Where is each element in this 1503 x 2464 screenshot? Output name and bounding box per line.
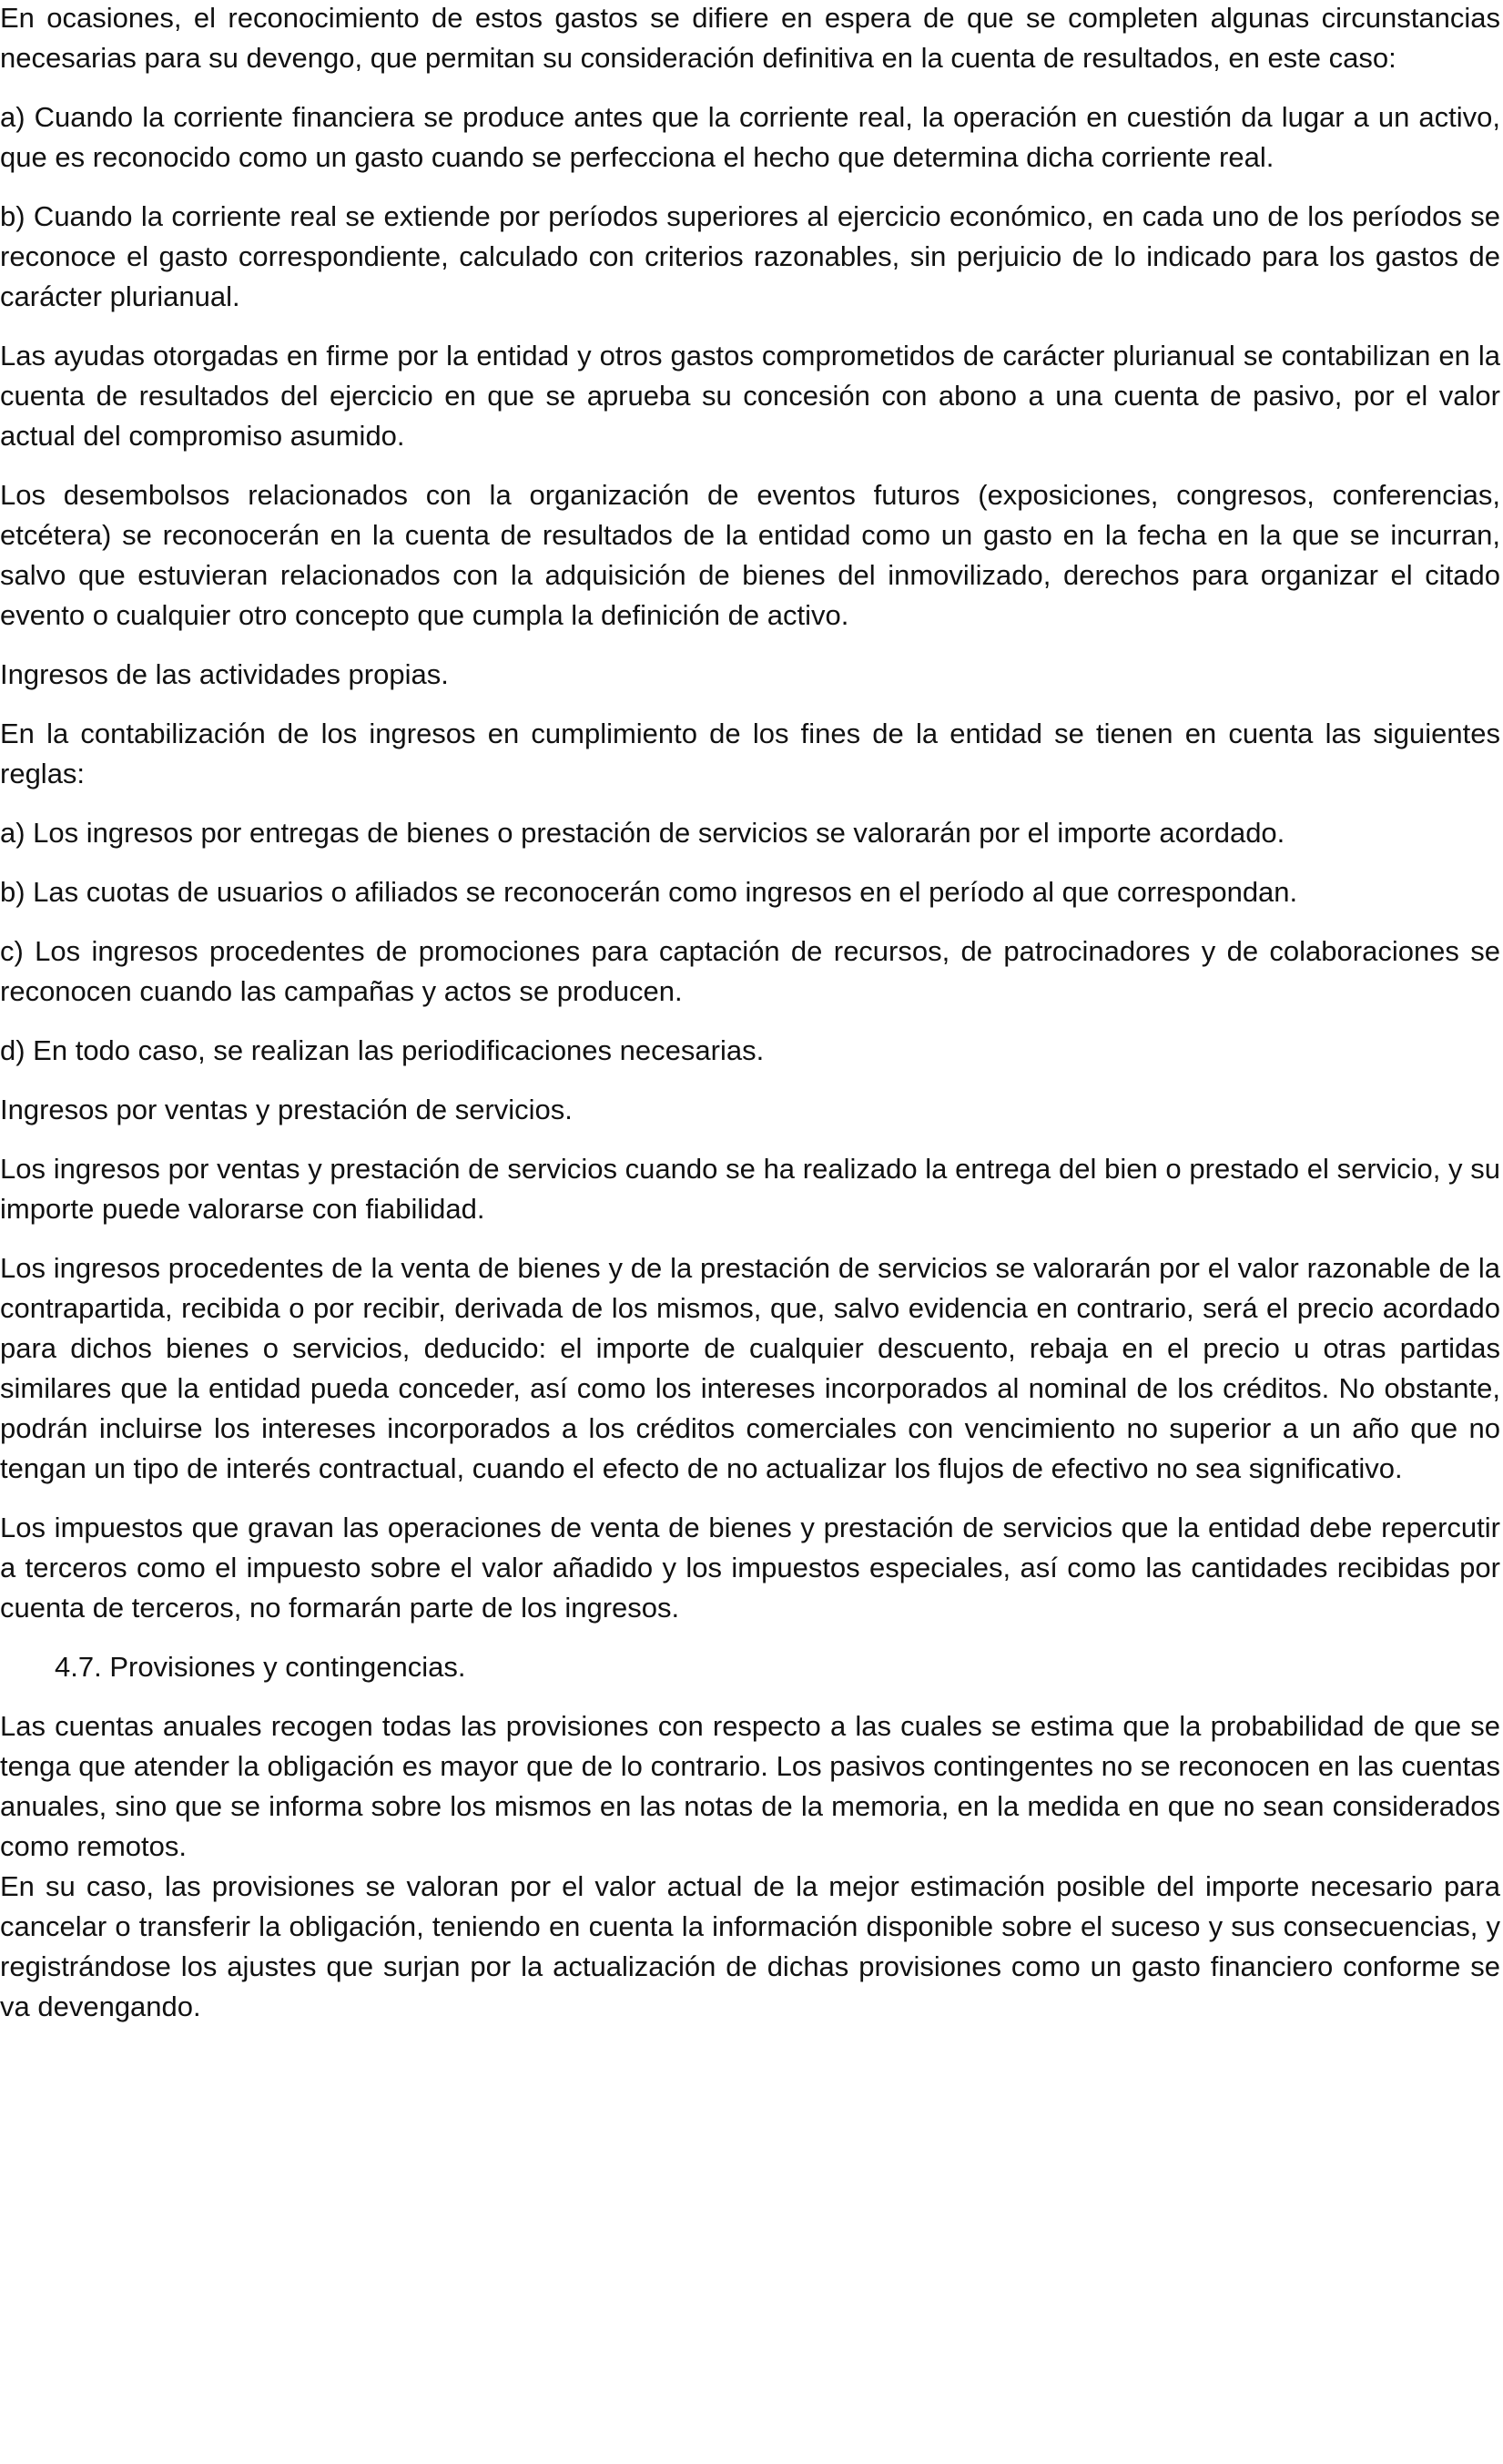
paragraph-regla-c: c) Los ingresos procedentes de promociones para captación de recursos, de patrocinadores y de colaboraciones se reconocen cuando las campañas y actos se producen.: [0, 935, 1500, 1007]
paragraph-regla-b: b) Las cuotas de usuarios o afiliados se reconocerán como ingresos en el período al que correspondan.: [0, 876, 1298, 908]
paragraph-impuestos: Los impuestos que gravan las operaciones de venta de bienes y prestación de servicios que la entidad debe repercutir a terceros como el impuesto sobre el valor añadido y los impuestos especiales, así como las cantidades recibidas por cuenta de terceros, no formarán parte de los ingresos.: [0, 1512, 1500, 1624]
subheading-ingresos-ventas: Ingresos por ventas y prestación de servicios.: [0, 1094, 573, 1125]
paragraph-caso-a: a) Cuando la corriente financiera se produce antes que la corriente real, la operación en cuestión da lugar a un activo, que es reconocido como un gasto cuando se perfecciona el hecho que determina dicha corriente real.: [0, 101, 1500, 173]
paragraph-reglas-ingresos: En la contabilización de los ingresos en cumplimiento de los fines de la entidad se tienen en cuenta las siguientes reglas:: [0, 718, 1500, 789]
paragraph-desembolsos-eventos: Los desembolsos relacionados con la organización de eventos futuros (exposiciones, congresos, conferencias, etcétera) se reconocerán en la cuenta de resultados de la entidad como un gasto en la fecha en la que se incurran, salvo que estuvieran relacionados con la adquisición de bienes del inmovilizado, derechos para organizar el citado evento o cualquier otro concepto que cumpla la definición de activo.: [0, 479, 1500, 631]
paragraph-ingresos-ventas: Los ingresos por ventas y prestación de servicios cuando se ha realizado la entrega del bien o prestado el servicio, y su importe puede valorarse con fiabilidad.: [0, 1153, 1500, 1225]
paragraph-caso-b: b) Cuando la corriente real se extiende por períodos superiores al ejercicio económico, en cada uno de los períodos se reconoce el gasto correspondiente, calculado con criterios razonables, sin perjuicio de lo indicado para los gastos de carácter plurianual.: [0, 200, 1500, 312]
paragraph-valoracion-ingresos: Los ingresos procedentes de la venta de bienes y de la prestación de servicios se valorarán por el valor razonable de la contrapartida, recibida o por recibir, derivada de los mismos, que, salvo evidencia en contrario, será el precio acordado para dichos bienes o servicios, deducido: el importe de cualquier descuento, rebaja en el precio u otras partidas similares que la entidad pueda conceder, así como los intereses incorporados al nominal de los créditos. No obstante, podrán incluirse los intereses incorporados a los créditos comerciales con vencimiento no superior a un año que no tengan un tipo de interés contractual, cuando el efecto de no actualizar los flujos de efectivo no sea significativo.: [0, 1252, 1500, 1484]
paragraph-gastos-diferidos: En ocasiones, el reconocimiento de estos gastos se difiere en espera de que se completen algunas circunstancias necesarias para su devengo, que permitan su consideración definitiva en la cuenta de resultados, en este caso:: [0, 2, 1500, 74]
paragraph-provisiones: Las cuentas anuales recogen todas las provisiones con respecto a las cuales se estima que la probabilidad de que se tenga que atender la obligación es mayor que de lo contrario. Los pasivos contingentes no se reconocen en las cuentas anuales, sino que se informa sobre los mismos en las notas de la memoria, en la medida en que no sean considerados como remotos.: [0, 1710, 1500, 1862]
section-heading-provisiones: 4.7. Provisiones y contingencias.: [55, 1651, 466, 1683]
paragraph-regla-d: d) En todo caso, se realizan las periodificaciones necesarias.: [0, 1034, 765, 1066]
paragraph-valoracion-provisiones: En su caso, las provisiones se valoran por el valor actual de la mejor estimación posible del importe necesario para cancelar o transferir la obligación, teniendo en cuenta la información disponible sobre el suceso y sus consecuencias, y registrándose los ajustes que surjan por la actualización de dichas provisiones como un gasto financiero conforme se va devengando.: [0, 1870, 1500, 2022]
subheading-ingresos-actividades-propias: Ingresos de las actividades propias.: [0, 658, 449, 690]
paragraph-regla-a: a) Los ingresos por entregas de bienes o prestación de servicios se valorarán por el importe acordado.: [0, 817, 1285, 849]
paragraph-ayudas-otorgadas: Las ayudas otorgadas en firme por la entidad y otros gastos comprometidos de carácter plurianual se contabilizan en la cuenta de resultados del ejercicio en que se aprueba su concesión con abono a una cuenta de pasivo, por el valor actual del compromiso asumido.: [0, 340, 1500, 452]
